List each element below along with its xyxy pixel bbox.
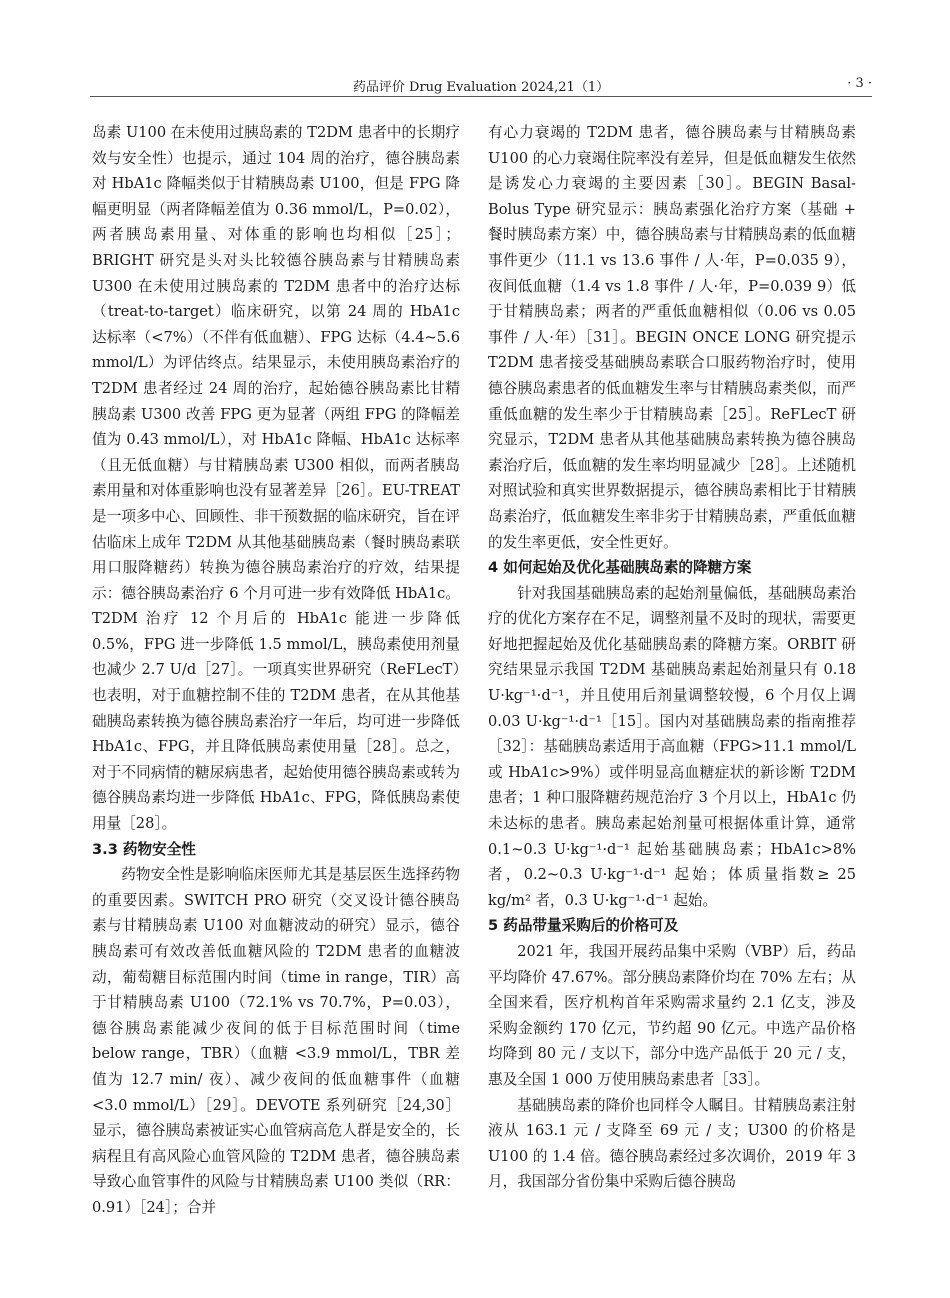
page-number: · 3 · xyxy=(847,76,872,91)
section-heading-3-3: 3.3 药物安全性 xyxy=(92,840,196,858)
paragraph-continued: 岛素 U100 在未使用过胰岛素的 T2DM 患者中的长期疗效与安全性）也提示，通过 104 周的治疗，德谷胰岛素对 HbA1c 降幅类似于甘精胰岛素 U100，但是 FPG 降幅更明显（两者降幅差值为 0.36 mmol/L，P=0.02），两者胰岛素用量、对体重的影响也均相似［25］；BRIGHT 研究是头对头比较德谷胰岛素与甘精胰岛素 U300 在未使用过胰岛素的 T2DM 患者中的治疗达标（treat-to-target）临床研究，以第 24 周的 HbA1c 达标率（<7%）（不伴有低血糖）、FPG 达标（4.4~5.6 mmol/L）为评估终点。结果显示，未使用胰岛素治疗的 T2DM 患者经过 24 周的治疗，起始德谷胰岛素比甘精胰岛素 U300 改善 FPG 更为显著（两组 FPG 的降幅差值为 0.43 mmol/L），对 HbA1c 降幅、HbA1c 达标率（且无低血糖）与甘精胰岛素 U300 相似，而两者胰岛素用量和对体重影响也没有显著差异［26］。EU-TREAT 是一项多中心、回顾性、非干预数据的临床研究，旨在评估临床上成年 T2DM 从其他基础胰岛素（餐时胰岛素联用口服降糖药）转换为德谷胰岛素治疗的疗效，结果提示：德谷胰岛素治疗 6 个月可进一步有效降低 HbA1c。T2DM 治疗 12 个月后的 HbA1c 能进一步降低 0.5%，FPG 进一步降低 1.5 mmol/L，胰岛素使用剂量也减少 2.7 U/d［27］。一项真实世界研究（ReFLecT）也表明，对于血糖控制不佳的 T2DM 患者，在从其他基础胰岛素转换为德谷胰岛素治疗一年后，均可进一步降低 HbA1c、FPG，并且降低胰岛素使用量［28］。总之，对于不同病情的糖尿病患者，起始使用德谷胰岛素或转为德谷胰岛素均进一步降低 HbA1c、FPG，降低胰岛素使用量［28］。 xyxy=(92,124,460,833)
paragraph-safety-continued: 有心力衰竭的 T2DM 患者，德谷胰岛素与甘精胰岛素 U100 的心力衰竭住院率没有差异，但是低血糖发生依然是诱发心力衰竭的主要因素［30］。BEGIN Basal-Bolus Type 研究显示：胰岛素强化治疗方案（基础 + 餐时胰岛素方案）中，德谷胰岛素与甘精胰岛素的低血糖事件更少（11.1 vs 13.6 事件 / 人·年，P=0.035 9），夜间低血糖（1.4 vs 1.8 事件 / 人·年，P=0.039 9）低于甘精胰岛素；两者的严重低血糖相似（0.06 vs 0.05 事件 / 人·年）［31］。BEGIN ONCE LONG 研究提示 T2DM 患者接受基础胰岛素联合口服药物治疗时，使用德谷胰岛素患者的低血糖发生率与甘精胰岛素类似，而严重低血糖的发生率少于甘精胰岛素［25］。ReFLecT 研究显示，T2DM 患者从其他基础胰岛素转换为德谷胰岛素治疗后，低血糖的发生率均明显减少［28］。上述随机对照试验和真实世界数据提示，德谷胰岛素相比于甘精胰岛素治疗，低血糖发生率非劣于甘精胰岛素，严重低血糖的发生率更低，安全性更好。 xyxy=(488,124,856,551)
left-column xyxy=(92,120,460,1221)
paragraph-price: 基础胰岛素的降价也同样令人瞩目。甘精胰岛素注射液从 163.1 元 / 支降至 69 元 / 支；U300 的价格是 U100 的 1.4 倍。德谷胰岛素经过多次调价，2019 年 3 月，我国部分省份集中采购后德谷胰岛 xyxy=(488,1096,856,1191)
paragraph-vbp: 2021 年，我国开展药品集中采购（VBP）后，药品平均降价 47.67%。部分胰岛素降价均在 70% 左右；从全国来看，医疗机构首年采购需求量约 2.1 亿支，涉及采购金额约 170 亿元，节约超 90 亿元。中选产品价格均降到 80 元 / 支以下，部分中选产品低于 20 元 / 支，惠及全国 1 000 万使用胰岛素患者［33］。 xyxy=(488,943,856,1088)
journal-title: 药品评价 Drug Evaluation 2024,21（1） xyxy=(352,80,610,95)
paragraph-drug-safety: 药物安全性是影响临床医师尤其是基层医生选择药物的重要因素。SWITCH PRO 研究（交叉设计德谷胰岛素与甘精胰岛素 U100 对血糖波动的研究）显示，德谷胰岛素可有效改善低血糖风险的 T2DM 患者的血糖波动，葡萄糖目标范围内时间（time in range，TIR）高于甘精胰岛素 U100（72.1% vs 70.7%，P=0.03），德谷胰岛素能减少夜间的低于目标范围时间（time below range，TBR）（血糖 <3.9 mmol/L，TBR 差值为 12.7 min/ 夜）、减少夜间的低血糖事件（血糖 <3.0 mmol/L）［29］。DEVOTE 系列研究［24,30］显示，德谷胰岛素被证实心血管病高危人群是安全的，长病程且有高风险心血管风险的 T2DM 患者，德谷胰岛素导致心血管事件的风险与甘精胰岛素 U100 类似（RR：0.91）［24］；合并 xyxy=(92,866,460,1216)
section-heading-4: 4 如何起始及优化基础胰岛素的降糖方案 xyxy=(488,559,752,577)
right-column xyxy=(488,120,856,1195)
running-header xyxy=(90,72,872,97)
paragraph-dosing: 针对我国基础胰岛素的起始剂量偏低，基础胰岛素治疗的优化方案存在不足，调整剂量不及时的现状，需要更好地把握起始及优化基础胰岛素的降糖方案。ORBIT 研究结果显示我国 T2DM 基础胰岛素起始剂量只有 0.18 U·kg⁻¹·d⁻¹，并且使用后剂量调整较慢，6 个月仅上调 0.03 U·kg⁻¹·d⁻¹［15］。国内对基础胰岛素的指南推荐［32］：基础胰岛素适用于高血糖（FPG>11.1 mmol/L 或 HbA1c>9%）或伴明显高血糖症状的新诊断 T2DM 患者；1 种口服降糖药规范治疗 3 个月以上，HbA1c 仍未达标的患者。胰岛素起始剂量可根据体重计算，通常 0.1~0.3 U·kg⁻¹·d⁻¹ 起始基础胰岛素；HbA1c>8% 者，0.2~0.3 U·kg⁻¹·d⁻¹ 起始；体质量指数≥ 25 kg/m² 者，0.3 U·kg⁻¹·d⁻¹ 起始。 xyxy=(488,584,856,909)
section-heading-5: 5 药品带量采购后的价格可及 xyxy=(488,917,679,935)
